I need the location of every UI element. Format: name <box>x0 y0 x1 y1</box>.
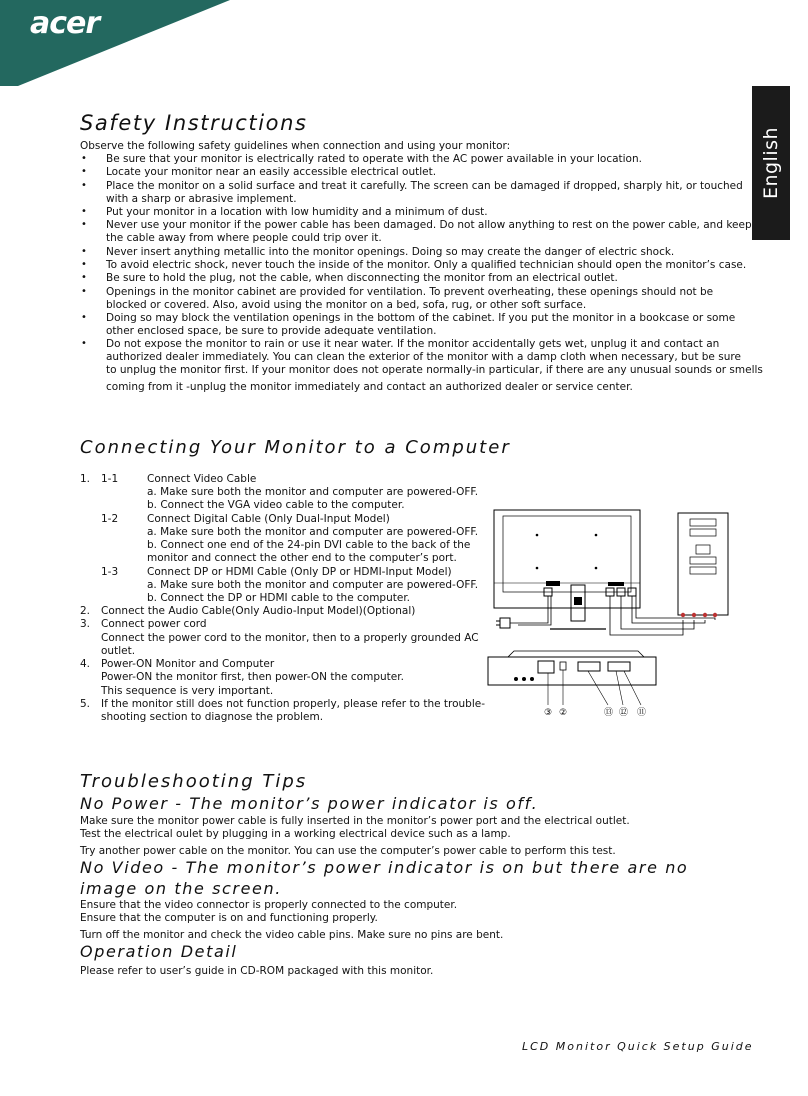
safety-line: to unplug the monitor first. If your monitor does not operate normally-in particular, if there are any unusual sounds or smells <box>106 364 763 376</box>
vga-port <box>608 662 630 671</box>
operation-title: Operation Detail <box>80 942 238 961</box>
step-text: If the monitor still does not function properly, please refer to the trouble- <box>101 698 486 710</box>
no-power-line: Make sure the monitor power cable is fully inserted in the monitor’s power port and the electrical outlet. <box>80 815 630 827</box>
step-text: b. Connect one end of the 24-pin DVI cable to the back of the <box>147 539 471 551</box>
safety-line: with a sharp or abrasive implement. <box>106 193 297 205</box>
no-video-line: Ensure that the computer is on and functioning properly. <box>80 912 378 924</box>
step-number: 1-2 <box>101 513 119 525</box>
callout-line <box>624 671 641 705</box>
callout-line <box>588 671 608 705</box>
operation-line: Please refer to user’s guide in CD-ROM packaged with this monitor. <box>80 965 434 977</box>
drive-bay <box>696 545 710 554</box>
power-plug <box>500 618 510 628</box>
port-panel-bevel <box>508 651 644 657</box>
step-text: Connect power cord <box>101 618 207 630</box>
no-video-title-cont: image on the screen. <box>80 879 282 898</box>
vesa-hole <box>595 567 598 570</box>
step-text: b. Connect the VGA video cable to the computer. <box>147 499 405 511</box>
step-number: 5. <box>80 698 91 710</box>
step-text: Power-ON Monitor and Computer <box>101 658 275 670</box>
bullet: • <box>81 166 87 177</box>
diagram-callout: ③ <box>544 708 553 718</box>
step-text: Power-ON the monitor first, then power-ON the computer. <box>101 671 404 683</box>
vesa-hole <box>536 534 539 537</box>
monitor-back <box>494 510 640 608</box>
bullet: • <box>81 206 87 217</box>
bullet: • <box>81 180 87 191</box>
computer-port <box>681 613 685 617</box>
safety-line: other enclosed space, be sure to provide adequate ventilation. <box>106 325 437 337</box>
safety-line: blocked or covered. Also, avoid using the monitor on a bed, sofa, rug, or other soft surface. <box>106 299 587 311</box>
bullet: • <box>81 219 87 230</box>
footer-title: LCD Monitor Quick Setup Guide <box>522 1040 754 1053</box>
cable <box>632 596 705 623</box>
step-number: 1-3 <box>101 566 119 578</box>
safety-line: Doing so may block the ventilation openings in the bottom of the cabinet. If you put the monitor in a bookcase or some <box>106 312 736 324</box>
safety-line: the cable away from where people could trip over it. <box>106 232 382 244</box>
step-text: monitor and connect the other end to the computer’s port. <box>147 552 457 564</box>
vesa-hole <box>536 567 539 570</box>
no-power-title: No Power - The monitor’s power indicator is off. <box>80 794 539 813</box>
safety-line: coming from it -unplug the monitor immediately and contact an authorized dealer or service center. <box>106 381 633 393</box>
audio-jack <box>522 677 526 681</box>
callout-line <box>616 671 623 705</box>
safety-intro: Observe the following safety guidelines when connection and using your monitor: <box>80 140 511 152</box>
cable <box>636 596 715 620</box>
drive-bay <box>690 557 716 564</box>
safety-title: Safety Instructions <box>80 111 308 135</box>
stand-joint <box>574 597 582 605</box>
safety-line: Be sure to hold the plug, not the cable, when disconnecting the monitor from an electrical outlet. <box>106 272 618 284</box>
connecting-title: Connecting Your Monitor to a Computer <box>80 437 511 458</box>
bullet: • <box>81 286 87 297</box>
dvi-port <box>578 662 600 671</box>
bullet: • <box>81 259 87 270</box>
safety-line: Do not expose the monitor to rain or use it near water. If the monitor accidentally gets wet, unplug it and contact an <box>106 338 720 350</box>
computer-port <box>703 613 707 617</box>
step-text: Connect Digital Cable (Only Dual-Input Model) <box>147 513 390 525</box>
connection-diagram <box>478 505 738 720</box>
acer-logo: acer <box>30 6 100 41</box>
computer-port <box>692 613 696 617</box>
language-tab <box>752 86 790 240</box>
step-number: 3. <box>80 618 91 630</box>
bullet: • <box>81 272 87 283</box>
step-text: a. Make sure both the monitor and computer are powered-OFF. <box>147 579 479 591</box>
safety-line: Be sure that your monitor is electrically rated to operate with the AC power available in your location. <box>106 153 642 165</box>
bullet: • <box>81 153 87 164</box>
step-number: 1-1 <box>101 473 119 485</box>
drive-bay <box>690 529 716 536</box>
safety-line: Never insert anything metallic into the monitor openings. Doing so may create the danger of electric shock. <box>106 246 675 258</box>
step-text: a. Make sure both the monitor and computer are powered-OFF. <box>147 526 479 538</box>
no-power-line: Test the electrical oulet by plugging in a working electrical device such as a lamp. <box>80 828 511 840</box>
step-text: Connect DP or HDMI Cable (Only DP or HDMI-Input Model) <box>147 566 452 578</box>
safety-line: Place the monitor on a solid surface and treat it carefully. The screen can be damaged if dropped, sharply hit, or touched <box>106 180 743 192</box>
audio-jack <box>530 677 534 681</box>
cable <box>510 596 548 623</box>
diagram-callout: ⑪ <box>637 708 647 718</box>
port-block <box>546 581 560 586</box>
vesa-hole <box>595 534 598 537</box>
step-text: b. Connect the DP or HDMI cable to the computer. <box>147 592 411 604</box>
step-number: 4. <box>80 658 91 670</box>
power-switch <box>560 662 566 670</box>
no-video-line: Turn off the monitor and check the video cable pins. Make sure no pins are bent. <box>80 929 504 941</box>
step-text: a. Make sure both the monitor and computer are powered-OFF. <box>147 486 479 498</box>
monitor-panel <box>503 516 631 592</box>
diagram-callout: ⑫ <box>619 708 629 718</box>
safety-line: Never use your monitor if the power cable has been damaged. Do not allow anything to rest on the power cable, and keep <box>106 219 752 231</box>
step-text: shooting section to diagnose the problem. <box>101 711 324 723</box>
troubleshooting-title: Troubleshooting Tips <box>80 771 308 792</box>
language-label: English <box>760 126 783 200</box>
safety-line: authorized dealer immediately. You can clean the exterior of the monitor with a damp cloth when necessary, but be sure <box>106 351 741 363</box>
step-text: outlet. <box>101 645 136 657</box>
power-socket <box>538 661 554 673</box>
bullet: • <box>81 338 87 349</box>
step-text: Connect Video Cable <box>147 473 257 485</box>
no-power-line: Try another power cable on the monitor. You can use the computer’s power cable to perform this test. <box>80 845 616 857</box>
no-video-line: Ensure that the video connector is properly connected to the computer. <box>80 899 458 911</box>
step-text: Connect the Audio Cable(Only Audio-Input Model)(Optional) <box>101 605 416 617</box>
bullet: • <box>81 246 87 257</box>
audio-jack <box>514 677 518 681</box>
diagram-callout: ⑬ <box>604 708 614 718</box>
port-block <box>608 582 624 586</box>
bullet: • <box>81 312 87 323</box>
drive-bay <box>690 567 716 574</box>
step-text: Connect the power cord to the monitor, then to a properly grounded AC <box>101 632 479 644</box>
safety-line: Put your monitor in a location with low humidity and a minimum of dust. <box>106 206 488 218</box>
safety-line: To avoid electric shock, never touch the inside of the monitor. Only a qualified technician should open the monitor’s case. <box>106 259 747 271</box>
safety-line: Openings in the monitor cabinet are provided for ventilation. To prevent overheating, these openings should not be <box>106 286 714 298</box>
no-video-title: No Video - The monitor’s power indicator is on but there are no <box>80 858 689 877</box>
step-text: This sequence is very important. <box>101 685 274 697</box>
step-number: 1. <box>80 473 91 485</box>
diagram-callout: ② <box>559 708 568 718</box>
drive-bay <box>690 519 716 526</box>
port-panel <box>488 657 656 685</box>
step-number: 2. <box>80 605 91 617</box>
computer-port <box>713 613 717 617</box>
safety-line: Locate your monitor near an easily accessible electrical outlet. <box>106 166 437 178</box>
cable <box>518 596 551 625</box>
